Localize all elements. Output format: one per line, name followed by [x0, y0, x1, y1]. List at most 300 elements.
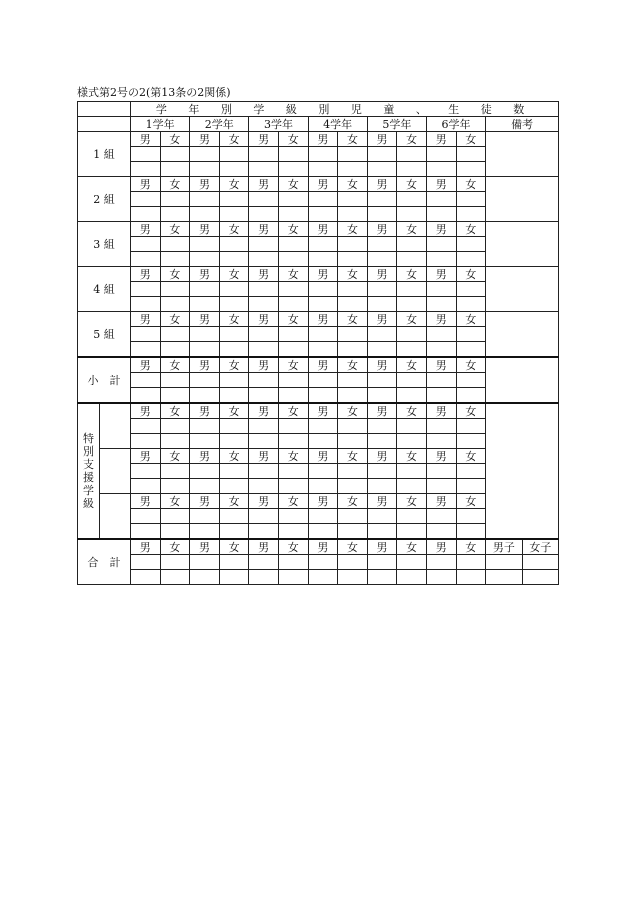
- count-input-cell: [456, 342, 486, 358]
- female-header: 女: [338, 403, 368, 419]
- count-input-cell: [219, 570, 249, 585]
- count-input-cell: [219, 162, 249, 177]
- remarks-cell: [486, 357, 559, 403]
- male-header: 男: [190, 357, 220, 373]
- male-header: 男: [131, 312, 161, 327]
- count-input-cell: [190, 555, 220, 570]
- count-input-cell: [426, 464, 456, 479]
- count-input-cell: [131, 388, 161, 404]
- count-input-cell: [131, 327, 161, 342]
- count-input-cell: [131, 479, 161, 494]
- class-label: 4 組: [78, 267, 131, 312]
- count-input-cell: [131, 570, 161, 585]
- count-input-cell: [367, 297, 397, 312]
- count-input-cell: [456, 555, 486, 570]
- count-input-cell: [456, 192, 486, 207]
- count-input-cell: [249, 147, 279, 162]
- count-input-cell: [397, 419, 427, 434]
- male-header: 男: [367, 222, 397, 237]
- male-header: 男: [190, 494, 220, 509]
- special-support-label: [78, 403, 100, 539]
- count-input-cell: [249, 555, 279, 570]
- count-input-cell: [338, 162, 368, 177]
- female-header: 女: [160, 132, 190, 147]
- count-input-cell: [397, 297, 427, 312]
- male-header: 男: [426, 449, 456, 464]
- count-input-cell: [367, 342, 397, 358]
- count-input-cell: [397, 327, 427, 342]
- male-header: 男: [131, 449, 161, 464]
- count-input-cell: [278, 147, 308, 162]
- count-input-cell: [367, 237, 397, 252]
- count-input-cell: [397, 342, 427, 358]
- male-header: 男: [426, 539, 456, 555]
- count-input-cell: [367, 419, 397, 434]
- count-input-cell: [308, 479, 338, 494]
- count-input-cell: [131, 555, 161, 570]
- female-header: 女: [160, 403, 190, 419]
- male-header: 男: [249, 357, 279, 373]
- count-input-cell: [338, 342, 368, 358]
- count-input-cell: [456, 509, 486, 524]
- remarks-header: 備考: [486, 117, 559, 132]
- count-input-cell: [249, 192, 279, 207]
- special-support-char: 別: [83, 445, 94, 458]
- count-input-cell: [190, 570, 220, 585]
- count-input-cell: [249, 342, 279, 358]
- count-input-cell: [338, 282, 368, 297]
- male-header: 男: [131, 403, 161, 419]
- grade-header: 6学年: [426, 117, 485, 132]
- count-input-cell: [160, 555, 190, 570]
- female-header: 女: [338, 132, 368, 147]
- count-input-cell: [338, 464, 368, 479]
- count-input-cell: [278, 192, 308, 207]
- count-input-cell: [160, 147, 190, 162]
- female-header: 女: [219, 312, 249, 327]
- female-header: 女: [278, 267, 308, 282]
- count-input-cell: [456, 252, 486, 267]
- count-input-cell: [190, 192, 220, 207]
- count-input-cell: [308, 555, 338, 570]
- count-input-cell: [160, 237, 190, 252]
- count-input-cell: [160, 327, 190, 342]
- count-input-cell: [131, 147, 161, 162]
- count-input-cell: [131, 342, 161, 358]
- count-input-cell: [131, 464, 161, 479]
- count-input-cell: [338, 419, 368, 434]
- count-input-cell: [367, 373, 397, 388]
- female-header: 女: [278, 539, 308, 555]
- count-input-cell: [426, 555, 456, 570]
- female-header: 女: [456, 222, 486, 237]
- class-label: 3 組: [78, 222, 131, 267]
- count-input-cell: [397, 555, 427, 570]
- total-female-children-cell: [522, 570, 559, 585]
- male-header: 男: [190, 449, 220, 464]
- count-input-cell: [190, 252, 220, 267]
- count-input-cell: [426, 419, 456, 434]
- count-input-cell: [249, 252, 279, 267]
- grade-header: 1学年: [131, 117, 190, 132]
- count-input-cell: [190, 509, 220, 524]
- count-input-cell: [308, 342, 338, 358]
- count-input-cell: [190, 373, 220, 388]
- grade-header: 2学年: [190, 117, 249, 132]
- male-header: 男: [426, 494, 456, 509]
- count-input-cell: [397, 162, 427, 177]
- class-label: 2 組: [78, 177, 131, 222]
- count-input-cell: [338, 479, 368, 494]
- count-input-cell: [219, 192, 249, 207]
- count-input-cell: [249, 297, 279, 312]
- female-header: 女: [278, 494, 308, 509]
- count-input-cell: [131, 162, 161, 177]
- count-input-cell: [426, 570, 456, 585]
- count-input-cell: [219, 388, 249, 404]
- count-input-cell: [397, 192, 427, 207]
- special-class-name-cell: [100, 494, 131, 540]
- count-input-cell: [249, 237, 279, 252]
- count-input-cell: [190, 388, 220, 404]
- count-input-cell: [278, 282, 308, 297]
- count-input-cell: [456, 524, 486, 540]
- count-input-cell: [278, 570, 308, 585]
- female-header: 女: [397, 267, 427, 282]
- female-header: 女: [160, 494, 190, 509]
- female-header: 女: [278, 312, 308, 327]
- count-input-cell: [249, 282, 279, 297]
- count-input-cell: [456, 327, 486, 342]
- total-female-children-header: 女子: [522, 539, 559, 555]
- count-input-cell: [338, 373, 368, 388]
- count-input-cell: [278, 207, 308, 222]
- count-input-cell: [278, 464, 308, 479]
- count-input-cell: [219, 327, 249, 342]
- special-support-char: 支: [83, 458, 94, 471]
- male-header: 男: [426, 267, 456, 282]
- male-header: 男: [308, 449, 338, 464]
- male-header: 男: [249, 222, 279, 237]
- count-input-cell: [160, 282, 190, 297]
- male-header: 男: [367, 494, 397, 509]
- count-input-cell: [426, 162, 456, 177]
- male-header: 男: [131, 177, 161, 192]
- count-input-cell: [131, 373, 161, 388]
- count-input-cell: [160, 419, 190, 434]
- count-input-cell: [131, 192, 161, 207]
- count-input-cell: [456, 297, 486, 312]
- count-input-cell: [278, 252, 308, 267]
- special-support-char: 援: [83, 471, 94, 484]
- count-input-cell: [397, 464, 427, 479]
- count-input-cell: [190, 464, 220, 479]
- count-input-cell: [131, 419, 161, 434]
- count-input-cell: [249, 570, 279, 585]
- male-header: 男: [367, 449, 397, 464]
- female-header: 女: [219, 177, 249, 192]
- count-input-cell: [397, 252, 427, 267]
- count-input-cell: [160, 509, 190, 524]
- count-input-cell: [308, 327, 338, 342]
- female-header: 女: [397, 449, 427, 464]
- count-input-cell: [456, 434, 486, 449]
- male-header: 男: [131, 539, 161, 555]
- female-header: 女: [219, 539, 249, 555]
- remarks-cell: [486, 177, 559, 222]
- male-header: 男: [426, 222, 456, 237]
- male-header: 男: [131, 222, 161, 237]
- count-input-cell: [131, 509, 161, 524]
- count-input-cell: [456, 207, 486, 222]
- count-input-cell: [338, 192, 368, 207]
- count-input-cell: [426, 192, 456, 207]
- count-input-cell: [249, 524, 279, 540]
- count-input-cell: [308, 509, 338, 524]
- remarks-cell: [486, 403, 559, 539]
- count-input-cell: [249, 464, 279, 479]
- female-header: 女: [338, 539, 368, 555]
- count-input-cell: [338, 237, 368, 252]
- count-input-cell: [131, 207, 161, 222]
- count-input-cell: [131, 297, 161, 312]
- count-input-cell: [397, 524, 427, 540]
- female-header: 女: [338, 177, 368, 192]
- count-input-cell: [308, 252, 338, 267]
- count-input-cell: [190, 342, 220, 358]
- count-input-cell: [308, 464, 338, 479]
- female-header: 女: [338, 449, 368, 464]
- count-input-cell: [426, 282, 456, 297]
- count-input-cell: [456, 419, 486, 434]
- count-input-cell: [190, 327, 220, 342]
- count-input-cell: [426, 373, 456, 388]
- male-header: 男: [190, 267, 220, 282]
- count-input-cell: [367, 464, 397, 479]
- count-input-cell: [219, 434, 249, 449]
- count-input-cell: [278, 373, 308, 388]
- count-input-cell: [278, 479, 308, 494]
- count-input-cell: [308, 373, 338, 388]
- special-support-char: 級: [83, 497, 94, 510]
- female-header: 女: [456, 357, 486, 373]
- male-header: 男: [367, 403, 397, 419]
- count-input-cell: [219, 373, 249, 388]
- female-header: 女: [338, 312, 368, 327]
- special-class-name-cell: [100, 403, 131, 449]
- grade-header: 5学年: [367, 117, 426, 132]
- male-header: 男: [190, 132, 220, 147]
- female-header: 女: [397, 403, 427, 419]
- count-input-cell: [338, 570, 368, 585]
- count-input-cell: [338, 327, 368, 342]
- table-title: 学 年 別 学 級 別 児 童 、 生 徒 数: [131, 102, 559, 117]
- count-input-cell: [338, 207, 368, 222]
- female-header: 女: [456, 267, 486, 282]
- count-input-cell: [338, 297, 368, 312]
- count-input-cell: [426, 207, 456, 222]
- count-input-cell: [219, 252, 249, 267]
- count-input-cell: [338, 509, 368, 524]
- count-input-cell: [367, 252, 397, 267]
- count-input-cell: [397, 509, 427, 524]
- count-input-cell: [397, 373, 427, 388]
- count-input-cell: [278, 419, 308, 434]
- subtotal-label: 小 計: [78, 357, 131, 403]
- count-input-cell: [249, 207, 279, 222]
- count-input-cell: [367, 479, 397, 494]
- female-header: 女: [160, 312, 190, 327]
- count-input-cell: [308, 524, 338, 540]
- count-input-cell: [397, 570, 427, 585]
- female-header: 女: [456, 403, 486, 419]
- count-input-cell: [190, 207, 220, 222]
- count-input-cell: [426, 524, 456, 540]
- remarks-cell: [486, 267, 559, 312]
- count-input-cell: [308, 192, 338, 207]
- count-input-cell: [160, 297, 190, 312]
- count-input-cell: [367, 555, 397, 570]
- count-input-cell: [397, 388, 427, 404]
- count-input-cell: [456, 147, 486, 162]
- male-header: 男: [249, 539, 279, 555]
- male-header: 男: [426, 132, 456, 147]
- female-header: 女: [219, 403, 249, 419]
- male-header: 男: [190, 403, 220, 419]
- special-class-name-cell: [100, 449, 131, 494]
- count-input-cell: [190, 147, 220, 162]
- male-header: 男: [249, 403, 279, 419]
- total-male-children-header: 男子: [486, 539, 523, 555]
- male-header: 男: [308, 403, 338, 419]
- count-input-cell: [397, 207, 427, 222]
- count-input-cell: [308, 434, 338, 449]
- count-input-cell: [308, 237, 338, 252]
- total-male-children-cell: [486, 570, 523, 585]
- class-label: 1 組: [78, 132, 131, 177]
- male-header: 男: [367, 357, 397, 373]
- female-header: 女: [219, 357, 249, 373]
- count-input-cell: [249, 479, 279, 494]
- count-input-cell: [278, 162, 308, 177]
- male-header: 男: [367, 539, 397, 555]
- count-input-cell: [190, 419, 220, 434]
- count-input-cell: [278, 555, 308, 570]
- female-header: 女: [397, 539, 427, 555]
- female-header: 女: [278, 132, 308, 147]
- count-input-cell: [426, 479, 456, 494]
- count-input-cell: [190, 282, 220, 297]
- male-header: 男: [367, 267, 397, 282]
- female-header: 女: [338, 357, 368, 373]
- count-input-cell: [249, 327, 279, 342]
- total-label: 合 計: [78, 539, 131, 585]
- count-input-cell: [219, 147, 249, 162]
- female-header: 女: [278, 449, 308, 464]
- male-header: 男: [308, 539, 338, 555]
- count-input-cell: [131, 434, 161, 449]
- count-input-cell: [278, 297, 308, 312]
- count-input-cell: [219, 342, 249, 358]
- count-input-cell: [249, 162, 279, 177]
- count-input-cell: [456, 282, 486, 297]
- count-input-cell: [308, 207, 338, 222]
- count-input-cell: [338, 388, 368, 404]
- count-input-cell: [426, 327, 456, 342]
- female-header: 女: [278, 357, 308, 373]
- count-input-cell: [219, 479, 249, 494]
- total-male-children-cell: [486, 555, 523, 570]
- count-input-cell: [426, 509, 456, 524]
- count-input-cell: [426, 388, 456, 404]
- female-header: 女: [397, 177, 427, 192]
- count-input-cell: [367, 207, 397, 222]
- count-input-cell: [397, 237, 427, 252]
- count-input-cell: [160, 464, 190, 479]
- count-input-cell: [160, 388, 190, 404]
- count-input-cell: [278, 342, 308, 358]
- count-input-cell: [426, 147, 456, 162]
- grade-header: 4学年: [308, 117, 367, 132]
- count-input-cell: [456, 388, 486, 404]
- count-input-cell: [278, 524, 308, 540]
- remarks-cell: [486, 312, 559, 358]
- female-header: 女: [397, 132, 427, 147]
- male-header: 男: [190, 222, 220, 237]
- count-input-cell: [456, 570, 486, 585]
- count-input-cell: [367, 327, 397, 342]
- male-header: 男: [249, 177, 279, 192]
- count-input-cell: [397, 147, 427, 162]
- male-header: 男: [131, 132, 161, 147]
- male-header: 男: [308, 494, 338, 509]
- count-input-cell: [338, 252, 368, 267]
- count-input-cell: [426, 342, 456, 358]
- female-header: 女: [397, 312, 427, 327]
- count-input-cell: [308, 282, 338, 297]
- female-header: 女: [219, 267, 249, 282]
- count-input-cell: [219, 282, 249, 297]
- count-input-cell: [456, 479, 486, 494]
- female-header: 女: [338, 267, 368, 282]
- male-header: 男: [308, 267, 338, 282]
- female-header: 女: [160, 357, 190, 373]
- female-header: 女: [160, 177, 190, 192]
- count-input-cell: [397, 434, 427, 449]
- female-header: 女: [219, 494, 249, 509]
- male-header: 男: [426, 177, 456, 192]
- count-input-cell: [338, 147, 368, 162]
- class-label: 5 組: [78, 312, 131, 358]
- count-input-cell: [131, 252, 161, 267]
- count-input-cell: [367, 388, 397, 404]
- female-header: 女: [160, 222, 190, 237]
- count-input-cell: [367, 524, 397, 540]
- count-input-cell: [219, 207, 249, 222]
- male-header: 男: [190, 312, 220, 327]
- male-header: 男: [249, 312, 279, 327]
- count-input-cell: [397, 282, 427, 297]
- count-input-cell: [367, 509, 397, 524]
- female-header: 女: [160, 449, 190, 464]
- count-input-cell: [190, 479, 220, 494]
- female-header: 女: [456, 312, 486, 327]
- female-header: 女: [219, 449, 249, 464]
- remarks-cell: [486, 132, 559, 177]
- count-input-cell: [456, 464, 486, 479]
- count-input-cell: [249, 509, 279, 524]
- count-input-cell: [278, 509, 308, 524]
